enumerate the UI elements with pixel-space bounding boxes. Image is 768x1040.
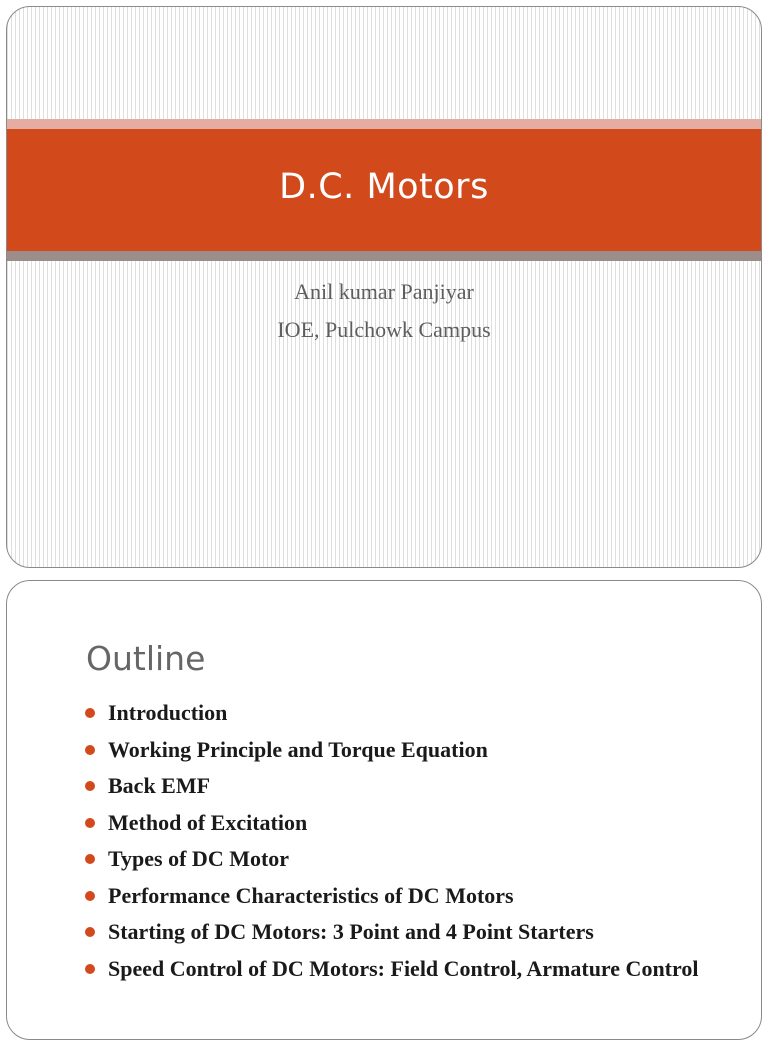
outline-list (85, 699, 725, 991)
title-accent-stripe-top (7, 119, 761, 129)
list-item-text: Starting of DC Motors: 3 Point and 4 Point Starters (108, 919, 594, 944)
subtitle-block (7, 273, 761, 349)
list-item-text: Introduction (108, 700, 228, 725)
list-item-text: Types of DC Motor (108, 846, 290, 871)
bullet-icon (85, 708, 95, 718)
bullet-icon (85, 927, 95, 937)
title-accent-stripe-bottom (7, 251, 761, 261)
outline-heading: Outline (86, 639, 206, 678)
bullet-icon (85, 891, 95, 901)
list-item-text: Working Principle and Torque Equation (108, 736, 488, 762)
list-item (85, 699, 725, 726)
list-item (85, 772, 725, 799)
bullet-icon (85, 781, 95, 791)
list-item (85, 809, 725, 836)
list-item (85, 955, 725, 982)
author-name: Anil kumar Panjiyar (294, 279, 474, 304)
list-item-text: Performance Characteristics of DC Motors (108, 882, 514, 908)
list-item (85, 882, 725, 909)
bullet-icon (85, 964, 95, 974)
list-item-text: Back EMF (108, 773, 211, 798)
list-item-text: Method of Excitation (108, 809, 308, 835)
author-affiliation: IOE, Pulchowk Campus (277, 317, 491, 342)
bullet-icon (85, 854, 95, 864)
list-item (85, 736, 725, 763)
bullet-icon (85, 745, 95, 755)
list-item (85, 918, 725, 945)
title-band (7, 129, 761, 251)
bullet-icon (85, 818, 95, 828)
list-item (85, 845, 725, 872)
slide-title: D.C. Motors (279, 167, 489, 207)
list-item-text: Speed Control of DC Motors: Field Control, Armature Control (108, 955, 699, 981)
title-slide (6, 6, 762, 568)
outline-slide (6, 580, 762, 1040)
